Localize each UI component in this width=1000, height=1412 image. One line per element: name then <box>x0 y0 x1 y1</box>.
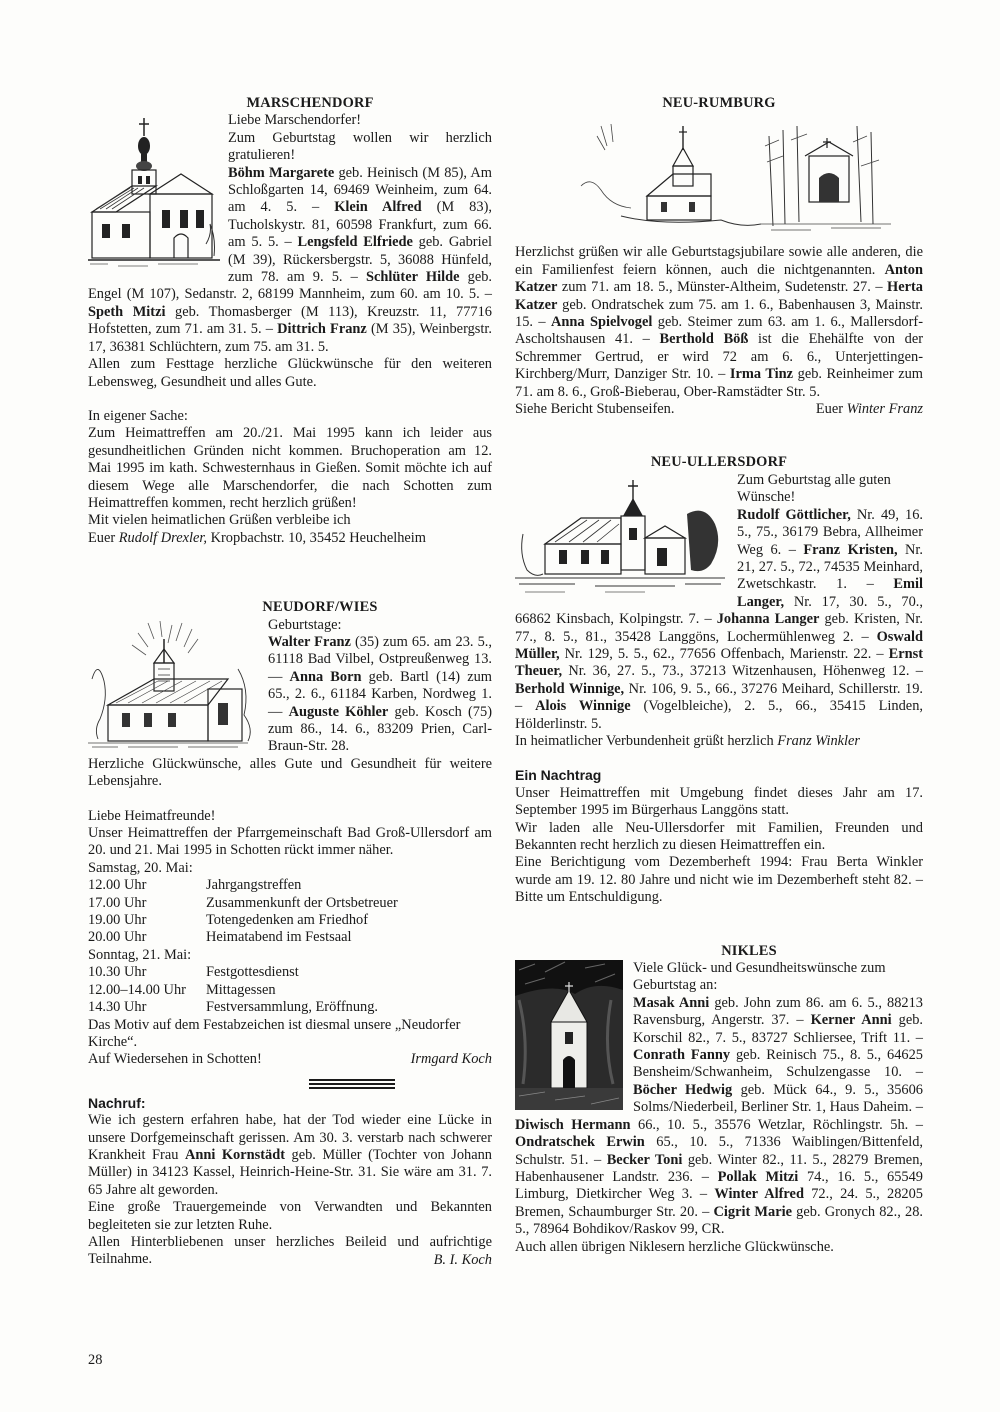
neurumburg-section <box>515 95 923 418</box>
schedule-event: Festgottesdienst <box>206 964 299 981</box>
nachruf-heading: Nachruf: <box>88 1094 146 1111</box>
birthday-name: Cigrit Marie <box>713 1203 792 1220</box>
birthday-name: Dittrich Franz <box>277 321 367 338</box>
nachruf-text-a: Wie ich gestern erfahren habe, hat der Tod wieder eine Lücke in unsere Dorfgemeinschaft gerissen. Am 30. 3. verstarb nach schwerer Krankheit Frau Anni Kornstädt geb. Müller (Tochter von Johann Müller) in 34123 Kassel, Heinrich-Heine-Str. 31. Sie wäre am 31. 7. 65 Jahre alt geworden. <box>88 1112 492 1198</box>
schedule-time: 14.30 Uhr <box>88 999 147 1016</box>
neudorf-farewell: Auf Wiedersehen in Schotten! <box>88 1051 262 1068</box>
birthday-name: Pollak Mitzi <box>717 1168 799 1185</box>
nikles-closing: Auch allen übrigen Niklesern herzliche Glückwünsche. <box>515 1238 834 1255</box>
marschendorf-intro-1: Liebe Marschendorfer! <box>228 112 362 129</box>
birthday-name: Anna Spielvogel <box>551 314 653 331</box>
right-column <box>515 95 923 1256</box>
birthday-name: Irma Tinz <box>729 366 794 383</box>
birthday-name: Schlüter Hilde <box>366 269 460 286</box>
birthday-name: Alois Winnige <box>535 698 631 715</box>
schedule-event: Jahrgangstreffen <box>206 877 302 894</box>
deceased-name: Anni Kornstädt <box>184 1146 286 1163</box>
sunday-label: Sonntag, 21. Mai: <box>88 946 192 963</box>
neuullersdorf-birthdays: Rudolf Göttlicher, Nr. 49, 16. 5., 75., 36179 Bebra, Allheimer Weg 6. – Franz Kristen, Nr. 21, 27. 5., 72., 74535 Meinhard, Zwetschkastr. 1. – Emil Langer, Nr. 17, 30. 5., 70., 66862 Kinsbach, Kolpingstr. 7. – Johanna Langer geb. Kristen, Nr. 77., 8. 5., 81., 35428 Langgöns, Lochermühlenweg 2. – Oswald Müller, Nr. 129, 5. 5., 62., 77656 Offenbach, Marienstr. 22. – Ernst Theuer, Nr. 36, 27. 5., 73., 37213 Witzenhausen, Höhenweg 12. – Berhold Winnige, Nr. 106, 9. 5., 66., 37276 Meihard, Schillerstr. 19. – Alois Winnige (Vogelbleiche), 2. 5., 66., 35415 Linden, Hölderlinstr. 5. <box>515 506 924 732</box>
nikles-section <box>515 943 923 1256</box>
neurumburg-signature-line: Siehe Bericht Stubenseifen. Euer Winter Franz <box>515 401 923 418</box>
sunday-schedule <box>88 964 492 1016</box>
schedule-row <box>88 895 492 912</box>
schedule-event: Festversammlung, Eröffnung. <box>206 999 378 1016</box>
nachruf-text-d: Allen Hinterbliebenen unser herzliches Beileid und aufrichtige Teilnahme. <box>88 1233 492 1268</box>
schedule-event: Zusammenkunft der Ortsbetreuer <box>206 894 398 911</box>
schedule-row <box>88 964 492 981</box>
birthday-name: Franz Kristen, <box>803 541 898 558</box>
neudorf-heading: NEUDORF/WIES <box>262 599 378 616</box>
section-divider <box>309 1079 395 1089</box>
nikles-heading: NIKLES <box>721 942 777 959</box>
birthday-name: Ernst Theuer, <box>515 645 923 680</box>
birthday-name: Lengsfeld Elfriede <box>297 234 413 251</box>
neuullersdorf-greeting: In heimatlicher Verbundenheit grüßt herzlich Franz Winkler <box>515 732 861 749</box>
birthday-name: Auguste Köhler <box>288 703 389 720</box>
neurumburg-footer: Siehe Bericht Stubenseifen. <box>515 401 675 418</box>
birthday-name: Johanna Langer <box>716 611 820 628</box>
saturday-schedule <box>88 877 492 947</box>
schedule-event: Heimatabend im Festsaal <box>206 929 352 946</box>
neudorf-signature-line <box>88 1051 492 1068</box>
neurumburg-heading: NEU-RUMBURG <box>662 95 776 111</box>
own-matter-greeting: Mit vielen heimatlichen Grüßen verbleibe ich <box>88 512 351 529</box>
nachruf-signature: B. I. Koch <box>433 1251 492 1268</box>
schedule-row <box>88 999 492 1016</box>
marschendorf-heading: MARSCHENDORF <box>246 95 374 111</box>
marschendorf-church-illustration <box>88 114 220 274</box>
schedule-time: 17.00 Uhr <box>88 894 147 911</box>
nikles-birthdays: Masak Anni geb. John zum 86. am 6. 5., 88213 Ravensburg, Angerstr. 37. – Kerner Anni geb. Korschil 82., 7. 5., 83727 Schliersee, Trift 11. – Conrath Fanny geb. Reinisch 75., 8. 5., 64625 Bensheim/Schwanheim, Schulzengasse 10. – Böcher Hedwig geb. Mück 64., 9. 5., 35606 Solms/Niederbeil, Berliner Str. 1, Haus Daheim. – Diwisch Hermann 66., 10. 5., 35576 Wetzlar, Röchlingstr. 5h. – Ondratschek Erwin 65., 10. 5., 71336 Waiblingen/Bittenfeld, Schulstr. 51. – Becker Toni geb. Winter 82., 11. 5., 28279 Bremen, Habenhausener Landstr. 236. – Pollak Mitzi 74., 16. 5., 65549 Limburg, Dietkircher Weg 3. – Winter Alfred 72., 24. 5., 28205 Bremen, Schaumburger Str. 20. – Cigrit Marie geb. Gronych 82., 28. 5., 78964 Bohdikov/Raskov 99, CR. <box>515 994 923 1238</box>
schedule-event: Totengedenken am Friedhof <box>206 912 369 929</box>
nachruf-section <box>88 1095 492 1269</box>
neudorf-friends: Liebe Heimatfreunde! <box>88 807 216 824</box>
neudorf-signature: Irmgard Koch <box>410 1051 492 1068</box>
schedule-row <box>88 912 492 929</box>
schedule-row <box>88 929 492 946</box>
birthday-name: Herta Katzer <box>515 279 923 313</box>
birthday-name: Diwisch Hermann <box>515 1116 631 1133</box>
birthday-name: Berhold Winnige, <box>515 680 625 697</box>
neuullersdorf-section <box>515 454 923 906</box>
nikles-intro: Viele Glück- und Gesundheitswünsche zum Geburtstag an: <box>633 960 886 994</box>
neudorf-church-illustration <box>88 619 260 755</box>
birthday-name: Kerner Anni <box>810 1012 892 1029</box>
birthday-name: Klein Alfred <box>334 199 422 216</box>
marschendorf-intro-2: Zum Geburtstag wollen wir herzlich gratulieren! <box>228 129 492 164</box>
birthday-name: Oswald Müller, <box>515 628 923 662</box>
neuullersdorf-heading: NEU-ULLERSDORF <box>650 454 788 471</box>
marschendorf-section <box>88 95 492 547</box>
neuullersdorf-intro: Zum Geburtstag alle guten Wünsche! <box>737 471 891 506</box>
neudorf-meeting: Unser Heimattreffen der Pfarrgemeinschaft Bad Groß-Ullersdorf am 20. und 21. Mai 1995 in Schotten rückt immer näher. <box>88 825 492 859</box>
schedule-time: 12.00–14.00 Uhr <box>88 981 186 998</box>
nachtrag-text-b: Wir laden alle Neu-Ullersdorfer mit Familien, Freunden und Bekannten recht herzlich zu diesen Heimattreffen ein. <box>515 819 923 853</box>
birthday-name: Becker Toni <box>606 1151 683 1168</box>
schedule-time: 20.00 Uhr <box>88 929 147 946</box>
neurumburg-illustration <box>561 116 923 236</box>
schedule-time: 12.00 Uhr <box>88 877 147 894</box>
birthday-name: Rudolf Göttlicher, <box>737 506 851 523</box>
birthday-name: Winter Alfred <box>714 1186 804 1203</box>
marschendorf-signature: Euer Rudolf Drexler, Kropbachstr. 10, 35452 Heuchelheim <box>88 529 426 546</box>
schedule-row <box>88 877 492 894</box>
neudorf-closing: Herzliche Glückwünsche, alles Gute und Gesundheit für weitere Lebensjahre. <box>88 755 492 790</box>
saturday-label: Samstag, 20. Mai: <box>88 859 193 876</box>
neurumburg-text: Herzlichst grüßen wir alle Geburtstagsjubilare sowie alle anderen, die ein Familienfest feiern können, auch die nichtgenannten. Anton Katzer zum 71. am 18. 5., Münster-Altheim, Sudetenstr. 27. – Herta Katzer geb. Ondratschek zum 75. am 1. 6., Babenhausen 3, Mainstr. 15. – Anna Spielvogel geb. Steimer zum 63. am 1. 6., Mallersdorf-Ascholtshausen 41. – Berthold Böß ist die Ehehälfte von der Schremmer Gertrud, er wird 72 am 6. 6., Unterjettingen-Kirchberg/Murr, Danziger Str. 10. – Irma Tinz geb. Reinheimer zum 71. am 8. 6., Groß-Bieberau, Ober-Ramstädter Str. 5. <box>515 244 924 400</box>
own-matter-text: Zum Heimattreffen am 20./21. Mai 1995 kann ich leider aus gesundheitlichen Gründen nicht kommen. Bruchoperation am 12. Mai 1995 im kath. Schwesternhaus in Gießen. Somit möchte ich auf diesem Wege alle Marschendorfer, die nach Schotten zum Heimattreffen kommen, recht herzlich grüßen! <box>88 425 492 511</box>
nachruf-text-c: Eine große Trauergemeinde von Verwandten und Bekannten begleiteten sie zur letzten Ruhe. <box>88 1199 492 1233</box>
birthday-name: Anna Born <box>289 668 362 685</box>
neudorf-birthdays: Walter Franz (35) zum 65. am 23. 5., 61118 Bad Vilbel, Ostpreußenweg 13. — Anna Born geb. Bartl (14) zum 65., 2. 6., 61184 Karben, Nordweg 1. — Auguste Köhler geb. Kosch (75) zum 86., 14. 6., 83209 Prien, Carl-Braun-Str. 28. <box>268 633 492 755</box>
nachtrag-text-c: Eine Berichtigung vom Dezemberheft 1994: Frau Berta Winkler wurde am 19. 12. 80 Jahre und nicht wie im Dezemberheft steht 82. – Bitte um Entschuldigung. <box>515 854 923 906</box>
birthday-name: Speth Mitzi <box>88 303 166 320</box>
neudorf-motif: Das Motiv auf dem Festabzeichen ist diesmal unsere „Neudorfer Kirche“. <box>88 1016 461 1050</box>
nachtrag-text-a: Unser Heimattreffen mit Umgebung findet dieses Jahr am 17. September 1995 im Bürgerhaus Langgöns statt. <box>515 784 923 819</box>
left-column <box>88 95 492 1269</box>
neuullersdorf-signature: Franz Winkler <box>777 732 861 749</box>
birthday-name: Walter Franz <box>268 633 351 650</box>
birthday-name: Anton Katzer <box>515 261 923 296</box>
nachtrag-heading: Ein Nachtrag <box>515 767 602 784</box>
marschendorf-birthdays: Böhm Margarete geb. Heinisch (M 85), Am Schloßgarten 14, 69469 Weinheim, zum 64. am 4. 5. – Klein Alfred (M 83), Tucholskystr. 81, 60598 Frankfurt, zum 66. am 5. 5. – Lengsfeld Elfriede geb. Gabriel (M 39), Rückersbergstr. 5, 36088 Hünfeld, zum 78. am 9. 5. – Schlüter Hilde geb. Engel (M 107), Sedanstr. 2, 68199 Mannheim, zum 60. am 10. 5. – Speth Mitzi geb. Thomasberger (M 113), Kreuzstr. 11, 77716 Hofstetten, zum 71. am 31. 5. – Dittrich Franz (M 35), Weinbergstr. 17, 36381 Schlüchtern, zum 75. am 31. 5. <box>88 164 492 355</box>
birthday-name: Ondratschek Erwin <box>515 1134 645 1151</box>
schedule-time: 10.30 Uhr <box>88 964 147 981</box>
birthday-name: Berthold Böß <box>659 331 749 348</box>
schedule-row <box>88 982 492 999</box>
birthday-name: Böhm Margarete <box>228 164 335 181</box>
neurumburg-signature: Winter Franz <box>846 401 923 418</box>
birthday-name: Masak Anni <box>633 994 710 1011</box>
neudorf-section <box>88 599 492 1069</box>
nikles-chapel-illustration <box>515 960 625 1114</box>
own-matter-heading: In eigener Sache: <box>88 407 188 424</box>
schedule-time: 19.00 Uhr <box>88 912 147 929</box>
birthday-name: Böcher Hedwig <box>633 1081 733 1098</box>
marschendorf-closing: Allen zum Festtage herzliche Glückwünsche für den weiteren Lebensweg, Gesundheit und alles Gute. <box>88 356 492 390</box>
neudorf-label: Geburtstage: <box>268 616 342 633</box>
neuullersdorf-church-illustration <box>515 474 729 602</box>
schedule-event: Mittagessen <box>206 981 276 998</box>
page-number: 28 <box>88 1352 103 1368</box>
birthday-name: Emil Langer, <box>737 576 923 610</box>
birthday-name: Conrath Fanny <box>633 1047 731 1064</box>
